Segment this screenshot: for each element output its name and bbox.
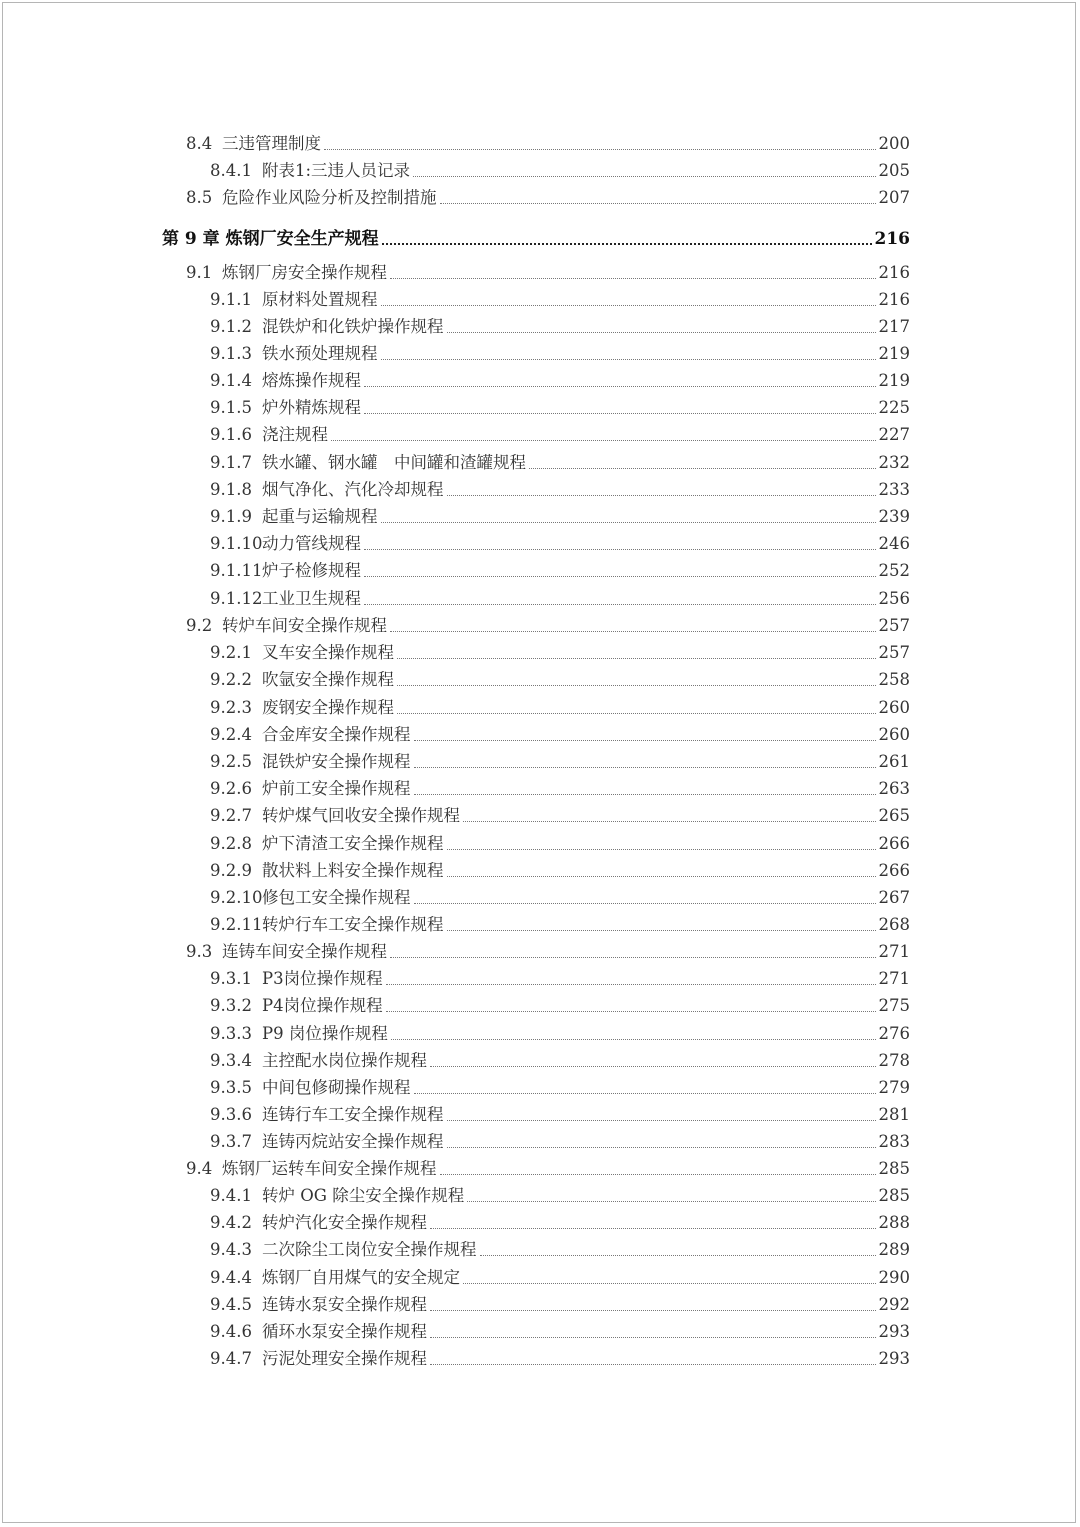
dot-leader [382, 243, 872, 245]
toc-entry [210, 313, 910, 341]
toc-entry [210, 694, 910, 722]
toc-section-title: 烟气净化、汽化冷却规程 [262, 480, 444, 499]
dot-leader [430, 1066, 876, 1067]
toc-page-number: 266 [878, 861, 910, 880]
toc-section-title: 混铁炉安全操作规程 [262, 752, 411, 771]
dot-leader [463, 1283, 876, 1284]
toc-entry [210, 1209, 910, 1237]
toc-entry [210, 1182, 910, 1210]
toc-section-number: 9.3.3 [210, 1024, 252, 1043]
dot-leader [397, 685, 876, 686]
toc-entry [210, 367, 910, 395]
toc-section-title: 废钢安全操作规程 [262, 698, 394, 717]
dot-leader [381, 305, 876, 306]
toc-page-number: 266 [878, 834, 910, 853]
toc-page-number: 217 [878, 317, 910, 336]
toc-section-number: 9.1.10 [210, 534, 263, 553]
dot-leader [324, 149, 876, 150]
toc-section-number: 9.3 [186, 942, 213, 961]
toc-section-title: 连铸车间安全操作规程 [222, 942, 387, 961]
dot-leader [430, 1310, 876, 1311]
toc-page-number: 293 [878, 1322, 910, 1341]
toc-section-title: 危险作业风险分析及控制措施 [222, 188, 437, 207]
toc-section-title: 工业卫生规程 [262, 589, 361, 608]
dot-leader [463, 821, 876, 822]
toc-section-title: 炼钢厂房安全操作规程 [222, 263, 387, 282]
toc-section-number: 9.2 [186, 616, 213, 635]
toc-page-number: 263 [878, 779, 910, 798]
toc-section-title: 原材料处置规程 [262, 290, 378, 309]
toc-section-title: 转炉煤气回收安全操作规程 [262, 806, 460, 825]
dot-leader [480, 1255, 876, 1256]
toc-section-number: 8.4 [186, 134, 213, 153]
toc-entry [186, 938, 910, 966]
dot-leader [529, 468, 876, 469]
dot-leader [364, 386, 876, 387]
toc-section-number: 9.2.2 [210, 670, 252, 689]
toc-section-title: 散状料上料安全操作规程 [262, 861, 444, 880]
toc-page-number: 292 [878, 1295, 910, 1314]
toc-page-number: 257 [878, 616, 910, 635]
toc-section-number: 9.1.1 [210, 290, 252, 309]
toc-section-number: 9.1.5 [210, 398, 252, 417]
toc-entry [210, 503, 910, 531]
toc-entry [186, 1155, 910, 1183]
toc-section-title: 二次除尘工岗位安全操作规程 [262, 1240, 477, 1259]
toc-section-number: 9.3.7 [210, 1132, 252, 1151]
toc-section-title: 转炉汽化安全操作规程 [262, 1213, 427, 1232]
toc-page-number: 205 [878, 161, 910, 180]
toc-page-number: 227 [878, 425, 910, 444]
toc-section-title: 连铸水泵安全操作规程 [262, 1295, 427, 1314]
dot-leader [397, 658, 876, 659]
toc-section-number: 9.4.3 [210, 1240, 252, 1259]
dot-leader [390, 957, 876, 958]
toc-section-title: 炉前工安全操作规程 [262, 779, 411, 798]
toc-page-number: 252 [878, 561, 910, 580]
dot-leader [430, 1337, 876, 1338]
toc-entry [210, 992, 910, 1020]
toc-page-number: 216 [878, 290, 910, 309]
toc-page-number: 278 [878, 1051, 910, 1070]
toc-section-title: 第 9 章 炼钢厂安全生产规程 [162, 229, 379, 249]
toc-page-number: 207 [878, 188, 910, 207]
toc-section-title: 起重与运输规程 [262, 507, 378, 526]
toc-entry [210, 1264, 910, 1292]
toc-section-number: 8.4.1 [210, 161, 252, 180]
dot-leader [447, 930, 876, 931]
dot-leader [413, 176, 875, 177]
toc-chapter-entry [162, 225, 910, 253]
dot-leader [467, 1201, 875, 1202]
dot-leader [447, 849, 876, 850]
toc-section-number: 9.1.6 [210, 425, 252, 444]
dot-leader [414, 794, 876, 795]
toc-page-number: 283 [878, 1132, 910, 1151]
dot-leader [331, 440, 876, 441]
toc-section-number: 9.1.3 [210, 344, 252, 363]
toc-section-number: 9.2.5 [210, 752, 252, 771]
toc-page-number: 260 [878, 698, 910, 717]
toc-section-number: 9.1 [186, 263, 213, 282]
toc-section-number: 9.4.4 [210, 1268, 252, 1287]
toc-page-number: 271 [878, 942, 910, 961]
toc-entry [210, 748, 910, 776]
toc-entry [210, 530, 910, 558]
toc-entry [210, 830, 910, 858]
dot-leader [364, 576, 876, 577]
toc-section-number: 9.3.4 [210, 1051, 252, 1070]
toc-section-title: 炼钢厂自用煤气的安全规定 [262, 1268, 460, 1287]
toc-section-title: 附表1:三违人员记录 [262, 161, 411, 180]
toc-page-number: 265 [878, 806, 910, 825]
toc-section-title: 三违管理制度 [222, 134, 321, 153]
toc-entry [210, 157, 910, 185]
dot-leader [447, 1120, 876, 1121]
toc-section-number: 9.2.3 [210, 698, 252, 717]
toc-page-number: 293 [878, 1349, 910, 1368]
toc-page-number: 279 [878, 1078, 910, 1097]
toc-entry [186, 130, 910, 158]
toc-section-title: 炉外精炼规程 [262, 398, 361, 417]
dot-leader [364, 604, 876, 605]
toc-section-number: 9.3.6 [210, 1105, 252, 1124]
toc-entry [210, 394, 910, 422]
toc-section-number: 9.4.1 [210, 1186, 252, 1205]
toc-section-number: 9.3.1 [210, 969, 252, 988]
toc-page-number: 233 [878, 480, 910, 499]
toc-section-title: 连铸行车工安全操作规程 [262, 1105, 444, 1124]
toc-page-number: 276 [878, 1024, 910, 1043]
toc-section-number: 9.4 [186, 1159, 213, 1178]
dot-leader [397, 713, 876, 714]
toc-page-number: 257 [878, 643, 910, 662]
dot-leader [414, 740, 876, 741]
dot-leader [447, 1147, 876, 1148]
dot-leader [364, 413, 876, 414]
dot-leader [414, 903, 876, 904]
toc-section-number: 9.2.1 [210, 643, 252, 662]
dot-leader [447, 332, 876, 333]
toc-section-number: 9.1.4 [210, 371, 252, 390]
dot-leader [447, 495, 876, 496]
toc-section-title: 中间包修砌操作规程 [262, 1078, 411, 1097]
toc-section-title: P9 岗位操作规程 [262, 1024, 388, 1043]
toc-entry [186, 259, 910, 287]
toc-entry [210, 1047, 910, 1075]
toc-section-title: P4岗位操作规程 [262, 996, 383, 1015]
dot-leader [440, 1174, 876, 1175]
dot-leader [414, 767, 876, 768]
toc-section-number: 9.2.8 [210, 834, 252, 853]
toc-entry [210, 721, 910, 749]
toc-entry [210, 775, 910, 803]
toc-page-number: 261 [878, 752, 910, 771]
toc-section-number: 9.2.9 [210, 861, 252, 880]
toc-page-number: 225 [878, 398, 910, 417]
toc-entry [210, 557, 910, 585]
toc-section-title: 动力管线规程 [262, 534, 361, 553]
dot-leader [390, 631, 876, 632]
toc-entry [210, 965, 910, 993]
toc-section-title: 炼钢厂运转车间安全操作规程 [222, 1159, 437, 1178]
toc-section-title: 循环水泵安全操作规程 [262, 1322, 427, 1341]
toc-page-number: 219 [878, 371, 910, 390]
toc-page-number: 290 [878, 1268, 910, 1287]
toc-page-number: 281 [878, 1105, 910, 1124]
toc-entry [210, 1345, 910, 1373]
toc-page-number: 216 [878, 263, 910, 282]
dot-leader [381, 522, 876, 523]
toc-section-title: 熔炼操作规程 [262, 371, 361, 390]
toc-section-title: 主控配水岗位操作规程 [262, 1051, 427, 1070]
toc-page-number: 260 [878, 725, 910, 744]
toc-page-number: 267 [878, 888, 910, 907]
toc-entry [210, 421, 910, 449]
dot-leader [430, 1364, 876, 1365]
toc-entry [210, 1236, 910, 1264]
dot-leader [391, 1039, 876, 1040]
toc-section-number: 9.2.7 [210, 806, 252, 825]
toc-section-title: 转炉车间安全操作规程 [222, 616, 387, 635]
toc-entry [210, 884, 910, 912]
toc-entry [210, 857, 910, 885]
toc-entry [210, 802, 910, 830]
toc-section-number: 9.2.6 [210, 779, 252, 798]
toc-section-number: 9.3.5 [210, 1078, 252, 1097]
toc-entry [210, 1291, 910, 1319]
dot-leader [381, 359, 876, 360]
toc-page-number: 271 [878, 969, 910, 988]
toc-entry [210, 1101, 910, 1129]
dot-leader [386, 984, 876, 985]
toc-section-number: 9.1.11 [210, 561, 263, 580]
toc-section-number: 9.2.10 [210, 888, 263, 907]
toc-entry [210, 1074, 910, 1102]
toc-page-number: 216 [874, 229, 910, 249]
toc-page-number: 288 [878, 1213, 910, 1232]
toc-section-number: 9.1.2 [210, 317, 252, 336]
dot-leader [440, 203, 876, 204]
toc-entry [210, 911, 910, 939]
toc-section-number: 9.4.2 [210, 1213, 252, 1232]
toc-entry [210, 1318, 910, 1346]
toc-entry [186, 612, 910, 640]
toc-section-title: 叉车安全操作规程 [262, 643, 394, 662]
toc-section-number: 9.2.4 [210, 725, 252, 744]
toc-section-title: 合金库安全操作规程 [262, 725, 411, 744]
dot-leader [430, 1228, 876, 1229]
toc-entry [186, 184, 910, 212]
toc-entry [210, 340, 910, 368]
toc-entry [210, 585, 910, 613]
toc-section-title: 转炉行车工安全操作规程 [262, 915, 444, 934]
toc-entry [210, 1128, 910, 1156]
dot-leader [390, 278, 876, 279]
toc-section-title: 炉子检修规程 [262, 561, 361, 580]
toc-section-number: 8.5 [186, 188, 213, 207]
toc-page-number: 239 [878, 507, 910, 526]
toc-page-number: 285 [878, 1159, 910, 1178]
toc-section-number: 9.1.7 [210, 453, 252, 472]
toc-page-number: 268 [878, 915, 910, 934]
toc-entry [210, 449, 910, 477]
toc-page-number: 275 [878, 996, 910, 1015]
toc-section-title: P3岗位操作规程 [262, 969, 383, 988]
toc-entry [210, 666, 910, 694]
toc-page-number: 246 [878, 534, 910, 553]
dot-leader [447, 876, 876, 877]
toc-section-number: 9.2.11 [210, 915, 263, 934]
dot-leader [414, 1093, 876, 1094]
toc-page-number: 200 [878, 134, 910, 153]
toc-section-title: 铁水预处理规程 [262, 344, 378, 363]
toc-page-number: 232 [878, 453, 910, 472]
toc-section-number: 9.4.6 [210, 1322, 252, 1341]
toc-section-number: 9.3.2 [210, 996, 252, 1015]
toc-entry [210, 286, 910, 314]
toc-section-number: 9.4.5 [210, 1295, 252, 1314]
toc-section-number: 9.1.9 [210, 507, 252, 526]
toc-section-number: 9.1.12 [210, 589, 263, 608]
toc-section-title: 转炉 OG 除尘安全操作规程 [262, 1186, 465, 1205]
toc-section-title: 炉下清渣工安全操作规程 [262, 834, 444, 853]
toc-section-title: 铁水罐、钢水罐 中间罐和渣罐规程 [262, 453, 526, 472]
toc-page-number: 256 [878, 589, 910, 608]
toc-section-number: 9.1.8 [210, 480, 252, 499]
toc-section-number: 9.4.7 [210, 1349, 252, 1368]
toc-entry [210, 476, 910, 504]
toc-section-title: 吹氩安全操作规程 [262, 670, 394, 689]
dot-leader [364, 549, 876, 550]
toc-section-title: 连铸丙烷站安全操作规程 [262, 1132, 444, 1151]
toc-page-number: 289 [878, 1240, 910, 1259]
toc-entry [210, 1020, 910, 1048]
toc-page-number: 285 [878, 1186, 910, 1205]
toc-section-title: 混铁炉和化铁炉操作规程 [262, 317, 444, 336]
toc-section-title: 污泥处理安全操作规程 [262, 1349, 427, 1368]
dot-leader [386, 1011, 876, 1012]
toc-section-title: 修包工安全操作规程 [262, 888, 411, 907]
toc-page-number: 258 [878, 670, 910, 689]
toc-entry [210, 639, 910, 667]
toc-page-number: 219 [878, 344, 910, 363]
toc-section-title: 浇注规程 [262, 425, 328, 444]
